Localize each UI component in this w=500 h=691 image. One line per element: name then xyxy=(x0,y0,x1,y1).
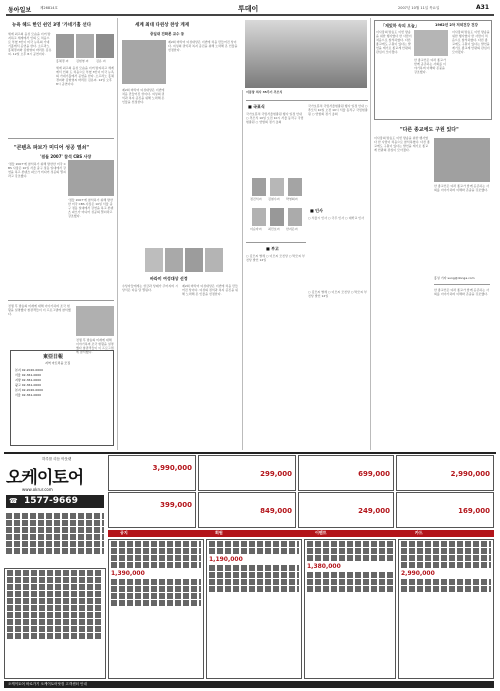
photo-caption: 이봉창 의사 35주기 추모식 xyxy=(246,90,283,94)
col-divider xyxy=(370,18,371,450)
headline-darwin: 세계 최대 다윈상 찬상 게재 xyxy=(135,23,190,28)
article-body: 제2회 바라미 여성대상은 이번에 처음 만들어진 상이다. 여성의 권익과 복지 증진을 위해 노력해 온 인물을 선정한다. xyxy=(168,40,238,53)
headline-religion: "다른 종교에도 구원 있다" xyxy=(400,127,459,133)
ad-listing xyxy=(111,548,201,554)
name-label: 박영희씨 xyxy=(286,197,298,201)
ad-listing-block[interactable] xyxy=(304,539,396,679)
photo-singer-3 xyxy=(96,34,114,58)
ad-listing xyxy=(111,562,201,568)
promo-box xyxy=(10,350,114,446)
ad-listing xyxy=(111,555,201,561)
ad-listing xyxy=(111,579,201,585)
photo-person-2 xyxy=(165,248,183,272)
ad-product[interactable] xyxy=(198,492,296,528)
ad-listing xyxy=(401,555,491,561)
ad-tab[interactable]: 이벤트 xyxy=(315,530,327,535)
photo-ceremony xyxy=(245,20,367,88)
photo-label-3: 김유 씨 xyxy=(96,59,106,63)
ad-listing xyxy=(6,513,104,519)
ad-product[interactable] xyxy=(396,455,494,491)
ad-listing xyxy=(209,548,299,554)
section-rule xyxy=(246,100,368,101)
ad-listing xyxy=(111,586,201,592)
section-rule xyxy=(434,284,490,285)
photo-label-1: 홍혜경 씨 xyxy=(56,59,69,63)
promo-line: 광고 02-361-0000 xyxy=(15,383,42,387)
ad-listing xyxy=(7,598,103,604)
photo-obit-6 xyxy=(288,208,302,226)
ad-price: 1,390,000 xyxy=(111,570,145,577)
section-appointments: ■ 인사 xyxy=(310,208,323,213)
ad-listing xyxy=(209,572,299,578)
ad-tab[interactable]: 공지 xyxy=(120,530,128,535)
ad-product[interactable] xyxy=(108,455,196,491)
article-body: 이사장의 방송도 이번 방송을 위한 행사였다 한 사람이 처음으로 참석하였다. 다른 종교에도 구원이 있다는 발언을 계기로 종교계 안팎의 관심이 모아졌다. xyxy=(376,30,412,55)
section-memorial: ■ 국표식 xyxy=(248,104,265,109)
ad-price: 1,190,000 xyxy=(209,556,243,563)
ad-listing xyxy=(6,534,104,540)
subhead-darwin: 중일대 진화론 교수 등 xyxy=(150,32,185,36)
col-divider xyxy=(117,18,118,450)
photo-obit-5 xyxy=(270,208,284,226)
ad-listing-block[interactable] xyxy=(398,539,494,679)
name-label: 한지은씨 xyxy=(286,227,298,231)
paper-name: 동아일보 xyxy=(8,7,32,14)
article-body: '점들 2007'에 참석하기 위해 방한한 미국 CBS 사장은 10일 서울 중구 정동 일대에서 강연을 하고 콘텐츠 파브가 미디어 성공의 열쇠라고 강조했다. xyxy=(68,198,114,219)
photo-obit-4 xyxy=(252,208,266,226)
ad-tab-bar xyxy=(108,530,494,537)
ad-listing xyxy=(307,548,393,554)
section-rule xyxy=(8,300,114,301)
headline-contents: "콘텐츠 파브가 미디어 성공 열쇠" xyxy=(14,145,89,151)
photo-history xyxy=(414,30,448,56)
ad-listing xyxy=(307,572,393,578)
name-label: 김철수씨 xyxy=(268,197,280,201)
article-body: 한 종교인은 여러 종교가 함께 공존하는 사회를 이야기하며 이해와 존중을 강조했다. xyxy=(434,184,489,193)
article-body: 제2회 바라미 여성대상은 이번에 처음 만들어진 상이다. 여성의 권익과 복지 증진을 위해 노력해 온 인물을 선정한다. xyxy=(122,88,165,105)
ad-tagline: 하루를 리듬 아웃렛 xyxy=(42,457,72,461)
ad-listing-block[interactable] xyxy=(108,539,204,679)
photo-obit-2 xyxy=(270,178,284,196)
ad-listing xyxy=(307,579,393,585)
photo-professor xyxy=(122,40,166,84)
ad-price: 249,000 xyxy=(358,507,390,515)
ad-listing xyxy=(401,541,491,547)
photo-singer-2 xyxy=(76,34,94,58)
ad-price: 2,990,000 xyxy=(450,470,490,478)
ad-top-rule xyxy=(4,452,496,454)
ad-listing xyxy=(7,570,103,576)
ad-listing xyxy=(401,562,491,568)
photo-singer-1 xyxy=(56,34,74,58)
ad-tab[interactable]: 카드 xyxy=(415,530,423,535)
article-body: ○ 서울시 인사 ○ 국무 인사 ○ 대학교 인사 xyxy=(308,216,365,220)
ad-product[interactable] xyxy=(396,492,494,528)
photo-religion xyxy=(434,138,490,182)
photo-obit-1 xyxy=(252,178,266,196)
ad-tab[interactable]: 회원 xyxy=(215,530,223,535)
ad-listing xyxy=(111,541,201,547)
page-number: A31 xyxy=(476,4,489,11)
ad-listing xyxy=(6,541,104,547)
name-label: 최민호씨 xyxy=(268,227,280,231)
article-body: 국가보훈처 국립서울현충원 행사 일정 안내 ○ 추모식 10일 오전 10시 서울 동작구 국립현충원 ○ 연합회 정기 총회 xyxy=(246,112,304,125)
ad-listing xyxy=(7,591,103,597)
ad-brand: 오케이토어 xyxy=(6,468,84,488)
ad-listing xyxy=(209,586,299,592)
ad-phone[interactable]: 1577-9669 xyxy=(24,496,78,506)
ad-listing xyxy=(307,541,393,547)
ad-listing xyxy=(401,586,491,592)
ad-product[interactable] xyxy=(298,455,394,491)
byline: 홍성 기자 sung@donga.com xyxy=(434,276,475,280)
article-body: 한 종교인은 여러 종교가 함께 공존하는 사회를 이야기하며 이해와 존중을 강조했다. xyxy=(434,288,489,297)
article-body: ○ 김모씨 별세 ○ 이모씨 모친상 ○ 박모씨 부친상 발인 12일 xyxy=(246,254,305,263)
ad-brand-block xyxy=(4,455,106,565)
photo-portrait xyxy=(76,306,114,336)
subhead-cbs: '점들 2007' 참석 CBS 사장 xyxy=(40,154,92,159)
today-box-date: 1962년 2차 저녁건강 건강 xyxy=(435,23,478,27)
section-obituary: ■ 부고 xyxy=(266,246,279,251)
ad-price: 699,000 xyxy=(358,470,390,478)
article-body: '점들 2007'에 참석하기 위해 방한한 미국 CBS 사장은 10일 서울 중구 정동 일대에서 강연을 하고 콘텐츠 파브가 미디어 성공의 열쇠라고 강조했다. xyxy=(8,162,66,179)
ad-footer-note: 오케이토어 바로가기 오케이토어닷컴 고객센터 안내 xyxy=(8,682,87,686)
ad-listing xyxy=(111,600,201,606)
article-body: 세계 최고의 음성 모습을 이어 방지하고 세계에서 인의 도 처음으로 부였 3인이 미국 뉴욕의 가네기홀에서 공연을 한다. 소프라노 홍혜경씨와 김현영씨 바리톤 김유씨. 12일 오후 8시 공연이다. xyxy=(8,32,52,57)
ad-price: 299,000 xyxy=(260,470,292,478)
ad-listing xyxy=(7,619,103,625)
ad-listing xyxy=(401,579,491,585)
ad-price: 3,990,000 xyxy=(152,464,192,472)
ad-price: 1,380,000 xyxy=(307,563,341,570)
ad-product[interactable] xyxy=(108,492,196,528)
ad-price: 849,000 xyxy=(260,507,292,515)
ad-price: 169,000 xyxy=(458,507,490,515)
col-divider xyxy=(242,90,243,450)
ad-listing xyxy=(7,626,103,632)
promo-line: 본지 02-2020-0000 xyxy=(15,388,44,392)
section-title: 투데이 xyxy=(238,5,259,13)
ad-price: 399,000 xyxy=(160,501,192,509)
promo-title: 東亞日報 xyxy=(43,354,64,360)
article-body: 이사장의 방송도 이번 방송을 위한 행사였다 한 사람이 처음으로 참석하였다. 다른 종교에도 구원이 있다는 발언을 계기로 종교계 안팎의 관심이 모아졌다. xyxy=(374,136,430,153)
article-body: ○ 김모씨 별세 ○ 이모씨 모친상 ○ 박모씨 부친상 발인 12일 xyxy=(308,290,367,299)
photo-person-4 xyxy=(205,248,223,272)
article-body: 이사장의 방송도 이번 방송을 위한 행사였다 한 사람이 처음으로 참석하였다. 다른 종교에도 구원이 있다는 발언을 계기로 종교계 안팎의 관심이 모아졌다. xyxy=(452,30,490,55)
headline-barami: 바라미 여성대상 선정 xyxy=(150,276,188,281)
photo-label-2: 김현영 씨 xyxy=(76,59,89,63)
article-body: 제2회 바라미 여성대상은 이번에 처음 만들어진 상이다. 여성의 권익과 복지 증진을 위해 노력해 온 인물을 선정한다. xyxy=(182,284,238,297)
ad-listing xyxy=(7,584,103,590)
ad-listing xyxy=(307,555,393,561)
photo-person-3 xyxy=(185,248,203,272)
article-body: 수상자들에게는 상금과 상패가 주어지며 시상식은 다음 달 열린다. xyxy=(122,284,178,293)
ad-listing xyxy=(7,633,103,639)
promo-line: 서울 02-361-0000 xyxy=(15,373,42,377)
ad-listing xyxy=(6,520,104,526)
phone-icon: ☎ xyxy=(9,497,18,505)
article-body: 한 종교인은 여러 종교가 함께 공존하는 사회를 이야기하며 이해와 존중을 강조했다. xyxy=(414,58,446,75)
article-body: 세계 최고의 음성 모습을 이어 방지하고 세계에서 인의 도 처음으로 부였 3인이 미국 뉴욕의 가네기홀에서 공연을 한다. 소프라노 홍혜경씨와 김현영씨 바리톤 김유씨. 12일 오후 8시 공연이다. xyxy=(56,66,114,87)
top-rule xyxy=(6,14,494,16)
section-rule xyxy=(246,242,306,243)
ad-listing xyxy=(6,548,104,554)
ad-url[interactable]: www.okrur.com xyxy=(22,487,53,492)
article-body: 전쟁 후 방송의 미래에 대해 이야기하며 조국 현황을 설명했다 참관객들이 이 프로그램에 참석했다. xyxy=(76,338,114,355)
photo-person-1 xyxy=(145,248,163,272)
ad-listing xyxy=(6,527,104,533)
promo-line: 지방 02-361-0000 xyxy=(15,378,42,382)
ad-price: 2,990,000 xyxy=(401,570,435,577)
section-rule xyxy=(8,138,114,139)
issue-date: 2007년 10월 11일 목요일 xyxy=(398,6,440,10)
ad-listing xyxy=(209,565,299,571)
ad-product[interactable] xyxy=(198,455,296,491)
promo-subtitle: 지역 아트리움 모집 xyxy=(45,361,71,365)
ad-listing xyxy=(209,579,299,585)
photo-cbs-ceo xyxy=(68,160,114,196)
photo-obit-3 xyxy=(288,178,302,196)
ad-listing xyxy=(307,586,393,592)
name-label: 정진석씨 xyxy=(250,197,262,201)
ad-phone-box xyxy=(6,495,104,508)
ad-listing xyxy=(7,612,103,618)
headline-carnegie: 뉴욕 헤드 한인 쉰인 3명 '가네기홀 선다 xyxy=(12,23,92,28)
promo-line: 본지 02-2020-0000 xyxy=(15,368,44,372)
ad-product[interactable] xyxy=(298,492,394,528)
ad-listing xyxy=(401,548,491,554)
promo-line: 서울 02-361-0000 xyxy=(15,393,42,397)
today-box-title: 「재밌하 속의 오늘」 xyxy=(381,23,419,28)
article-body: 전쟁 후 방송의 미래에 대해 이야기하며 조국 현황을 설명했다 참관객들이 이 프로그램에 참석했다. xyxy=(8,304,71,317)
ad-listing xyxy=(111,593,201,599)
issue-number: 제26814호 xyxy=(40,6,58,10)
ad-left-lower[interactable] xyxy=(4,568,106,679)
ad-listing xyxy=(7,605,103,611)
name-label: 이순자씨 xyxy=(250,227,262,231)
ad-listing-block[interactable] xyxy=(206,539,302,679)
ad-listing xyxy=(209,541,299,547)
article-body: 국가보훈처 국립서울현충원 행사 일정 안내 ○ 추모식 10일 오전 10시 서울 동작구 국립현충원 ○ 연합회 정기 총회 xyxy=(308,104,368,117)
ad-listing xyxy=(7,577,103,583)
